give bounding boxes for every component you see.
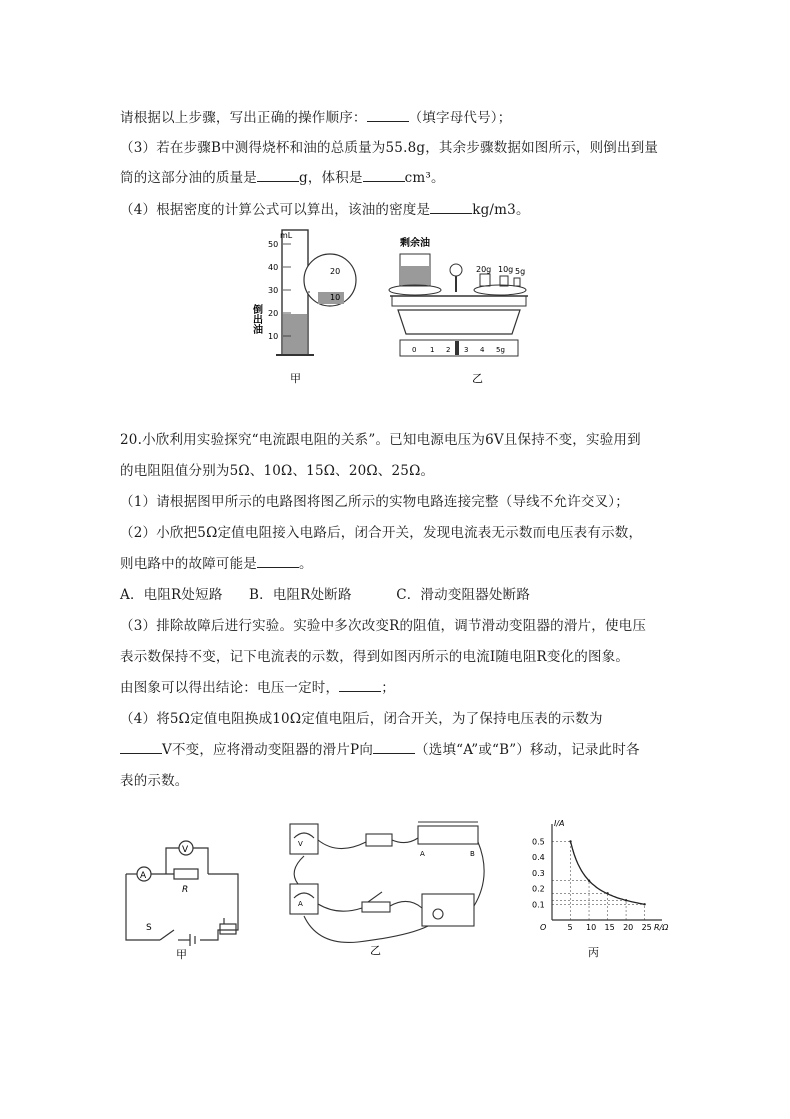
scale-tick: 3 — [464, 346, 469, 354]
origin-label: O — [540, 923, 547, 932]
cylinder-tick: 20 — [268, 309, 279, 318]
cylinder-tick: 10 — [268, 332, 279, 341]
q20-part4-line3: 表的示数。 — [120, 773, 189, 789]
q19-part3-line1: （3）若在步骤B中测得烧杯和油的总质量为55.8g，其余步骤数据如图所示，则倒出到量 — [120, 140, 659, 156]
option-a[interactable]: A．电阻R处短路 — [120, 587, 223, 603]
q20-part1: （1）请根据图甲所示的电路图将图乙所示的实物电路连接完整（导线不允许交叉）； — [120, 494, 629, 510]
zoom-tick: 10 — [330, 293, 341, 302]
data-point — [643, 903, 645, 905]
scale-tick: 1 — [430, 346, 435, 354]
figure-caption: 乙 — [370, 944, 381, 957]
balance-scale — [389, 236, 528, 385]
switch-label: S — [146, 923, 152, 933]
x-tick-label: 15 — [604, 923, 615, 932]
q20-part3-line3: 由图象可以得出结论：电压一定时， ； — [120, 680, 395, 696]
y-tick-label: 0.2 — [532, 884, 545, 894]
q20-part2-line2: 则电路中的故障可能是 。 — [120, 556, 313, 572]
scale-tick: 2 — [446, 346, 451, 354]
data-point — [569, 840, 571, 842]
q19-order-line: 请根据以上步骤，写出正确的操作顺序： （填字母代号）； — [120, 110, 512, 126]
x-axis-label: R/Ω — [654, 923, 669, 932]
y-tick-label: 0.3 — [532, 868, 545, 878]
q20-part3-line1: （3）排除故障后进行实验。实验中多次改变R的阻值，调节滑动变阻器的滑片，使电压 — [120, 618, 647, 634]
cylinder-unit-label: mL — [280, 231, 293, 240]
answer-blank[interactable] — [363, 169, 405, 182]
figure-caption: 乙 — [472, 372, 483, 385]
weight-label: 10g — [498, 265, 514, 274]
option-c[interactable]: C．滑动变阻器处断路 — [396, 587, 531, 603]
data-point — [625, 899, 627, 901]
figure-caption: 甲 — [176, 948, 187, 961]
graduated-cylinder — [251, 230, 357, 385]
q20-part2-line1: （2）小欣把5Ω定值电阻接入电路后，闭合开关，发现电流表无示数而电压表有示数， — [120, 525, 643, 541]
zoom-tick: 20 — [330, 267, 341, 276]
answer-blank[interactable] — [257, 169, 299, 182]
q20-intro-line1: 20.小欣利用实验探究“电流跟电阻的关系”。已知电源电压为6V且保持不变，实验用到 — [120, 432, 641, 448]
voltmeter-label: V — [298, 840, 303, 848]
y-axis-label: I/A — [554, 819, 565, 828]
figure-caption: 甲 — [290, 372, 301, 385]
answer-blank[interactable] — [120, 741, 162, 754]
current-resistance-chart — [530, 816, 680, 961]
x-tick-label: 10 — [586, 923, 597, 932]
cylinder-tick: 30 — [268, 286, 279, 295]
q20-options — [120, 583, 530, 603]
data-point — [588, 880, 590, 882]
scale-tick: 4 — [480, 346, 485, 354]
figure-caption: 丙 — [588, 946, 599, 959]
answer-blank[interactable] — [430, 201, 472, 214]
rheostat-terminal-b: B — [470, 850, 475, 858]
q20-intro-line2: 的电阻阻值分别为5Ω、10Ω、15Ω、20Ω、25Ω。 — [120, 463, 435, 479]
x-tick-label: 5 — [567, 923, 573, 932]
weight-label: 5g — [515, 267, 526, 276]
remaining-oil-label: 剩余油 — [400, 238, 430, 249]
physical-circuit — [278, 816, 498, 961]
answer-blank[interactable] — [367, 109, 409, 122]
answer-blank[interactable] — [373, 741, 415, 754]
option-b[interactable]: B．电阻R处断路 — [249, 587, 352, 603]
rheostat-terminal-a: A — [420, 850, 425, 858]
scale-tick: 5g — [496, 346, 505, 354]
scale-tick: 0 — [412, 346, 417, 354]
pour-oil-label: 倒出油 — [250, 304, 262, 334]
resistor-label: R — [182, 885, 189, 895]
chart-axes — [552, 824, 662, 920]
y-tick-label: 0.1 — [532, 900, 545, 910]
data-point — [606, 892, 608, 894]
q20-part3-line2: 表示数保持不变，记下电流表的示数，得到如图丙所示的电流I随电阻R变化的图象。 — [120, 649, 630, 665]
q19-part4-line: （4）根据密度的计算公式可以算出，该油的密度是 kg/m3。 — [120, 202, 530, 218]
figure-density — [250, 222, 540, 387]
answer-blank[interactable] — [257, 555, 299, 568]
circuit-diagram — [118, 822, 248, 962]
y-tick-label: 0.5 — [532, 837, 545, 847]
y-tick-label: 0.4 — [532, 853, 545, 863]
x-tick-label: 20 — [623, 923, 634, 932]
ammeter-label: A — [298, 900, 303, 908]
weight-label: 20g — [476, 265, 492, 274]
q20-part4-line2: V不变，应将滑动变阻器的滑片P向 （选填“A”或“B”）移动，记录此时各 — [120, 738, 640, 758]
x-tick-label: 25 — [641, 923, 652, 932]
cylinder-tick: 50 — [268, 240, 279, 249]
answer-blank[interactable] — [339, 679, 381, 692]
ammeter-label: A — [140, 871, 147, 881]
voltmeter-label: V — [182, 845, 189, 855]
cylinder-tick: 40 — [268, 263, 279, 272]
q20-part4-line1: （4）将5Ω定值电阻换成10Ω定值电阻后，闭合开关，为了保持电压表的示数为 — [120, 711, 603, 727]
chart-grid — [552, 841, 645, 920]
q19-part3-line2: 筒的这部分油的质量是 g，体积是 cm³。 — [120, 170, 445, 186]
